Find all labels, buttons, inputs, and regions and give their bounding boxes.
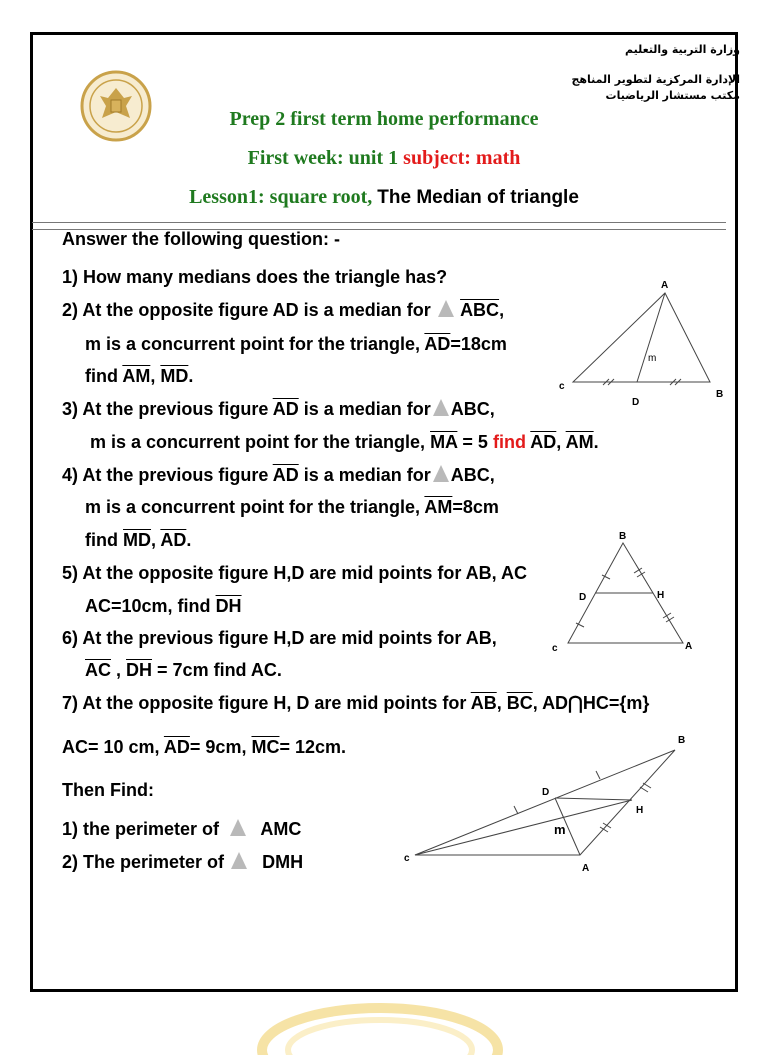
figure-1-triangle (555, 275, 730, 410)
q4-text: 4) At the previous figure (62, 465, 269, 485)
seg-am: $\overline{AM}$ (424, 497, 453, 517)
q3-find: find (492, 432, 526, 452)
question-2-line-3: find $\overline{AM}$, $\overline{MD}$. (85, 366, 194, 386)
then-find: Then Find: (62, 780, 154, 800)
seg-dh: $\overline{DH}$ (126, 660, 153, 680)
find-1 (62, 819, 301, 840)
seg-ad: $\overline{AD}$ (272, 465, 299, 485)
q2-find: find (85, 366, 118, 386)
triangle-icon (433, 399, 449, 416)
fig3-label-d: D (542, 787, 550, 798)
seg-ab: $\overline{AB}$ (470, 693, 497, 713)
ministry-name: وزارة التربية والتعليم (625, 43, 740, 56)
question-6-line-2: $\overline{AC}$ , $\overline{DH} = 7cm$ find AC. (85, 660, 282, 680)
question-4-line-3: find $\overline{MD}$, $\overline{AD}$. (85, 530, 192, 550)
f2-text: 2) The perimeter of (62, 852, 225, 872)
fig1-label-b: B (716, 389, 724, 400)
f1-triangle: AMC (260, 819, 302, 839)
triangle-icon (231, 852, 247, 869)
question-1: 1) How many medians does the triangle has? (62, 267, 448, 287)
seg-ad: $\overline{AD}$ (530, 432, 557, 452)
q3-text: 3) At the previous figure (62, 399, 269, 419)
page-title: Prep 2 first term home performance (229, 108, 539, 130)
seg-md: $\overline{MD}$ (123, 530, 152, 550)
seg-ad: $\overline{AD}$ (272, 399, 299, 419)
question-3-line-1: 3) At the previous figure $\overline{AD}$ is a median for ABC, (62, 399, 495, 419)
seg-bc: $\overline{BC}$ (506, 693, 533, 713)
seg-mc: $\overline{MC}$ (251, 737, 280, 757)
q2-text-2: m is a concurrent point for the triangle, (85, 334, 421, 354)
q7-intersection: AD⋂HC={m} (542, 693, 650, 713)
q5-text: AC=10cm, find (85, 596, 211, 616)
triangle-icon (230, 819, 246, 836)
department-name: الإدارة المركزية لتطوير المناهج (571, 73, 740, 86)
triangle-icon (438, 300, 454, 317)
q4-value: =8cm (452, 497, 499, 517)
fig3-label-m: m (554, 822, 566, 837)
fig3-label-a: A (582, 863, 590, 874)
question-5-line-2 (85, 596, 242, 617)
fig1-label-c: c (559, 381, 565, 392)
question-2-line-1: 2) At the opposite figure AD is a median for $\overline{ABC}$, (62, 300, 505, 320)
lesson-topic: The Median of triangle (377, 187, 579, 208)
lesson-label: Lesson1: square root, (189, 186, 373, 208)
q3-text-b: is a median for (303, 399, 431, 419)
seg-am: $\overline{AM}$ (122, 366, 151, 386)
q3-value: = 5 (462, 432, 488, 452)
fig2-label-d: D (579, 592, 587, 603)
question-7-line-1: 7) At the opposite figure H, D are mid points for $\overline{AB}$, $\overline{BC}$, AD⋂HC={m} (62, 693, 650, 713)
question-3-line-2: m is a concurrent point for the triangle, $\overline{MA} = 5$ find $\overline{AD}$, $\overline{AM}$. (90, 432, 599, 452)
seg-dh: $\overline{DH}$ (215, 596, 242, 616)
q3-text-2: m is a concurrent point for the triangle, (90, 432, 426, 452)
seg-ad: $\overline{AD}$ (424, 334, 451, 354)
fig2-label-b: B (619, 531, 627, 542)
seg-abc: ABC (450, 465, 490, 485)
question-6-line-1: 6) At the previous figure H,D are mid points for AB, (62, 628, 497, 648)
subject-label: subject: math (403, 147, 521, 169)
f2-triangle: DMH (262, 852, 304, 872)
lesson-line (0, 186, 768, 209)
office-name: مكتب مستشار الرياضيات (605, 89, 740, 102)
q4-text-2: m is a concurrent point for the triangle, (85, 497, 421, 517)
week-subject-line (0, 147, 768, 170)
question-5-line-1: 5) At the opposite figure H,D are mid points for AB, AC (62, 563, 528, 583)
question-4-line-2 (85, 497, 499, 518)
fig1-label-m: m (648, 353, 657, 364)
figure-3-triangle (400, 730, 720, 880)
triangle-icon (433, 465, 449, 482)
q7-ad-value: = 9cm, (189, 737, 247, 757)
find-2 (62, 852, 303, 873)
watermark-logo (250, 995, 510, 1055)
question-7-line-2 (62, 737, 346, 758)
fig2-label-h: H (657, 590, 665, 601)
seg-ad: $\overline{AD}$ (160, 530, 187, 550)
instructions: Answer the following question: - (62, 229, 340, 249)
question-2-line-2 (85, 334, 507, 355)
f1-text: 1) the perimeter of (62, 819, 220, 839)
fig3-label-c: c (404, 853, 410, 864)
q2-value: =18cm (450, 334, 507, 354)
question-4-line-1: 4) At the previous figure $\overline{AD}$ is a median for ABC, (62, 465, 495, 485)
seg-md: $\overline{MD}$ (160, 366, 189, 386)
eagle-seal-icon (80, 70, 152, 142)
q4-find: find (85, 530, 118, 550)
q7-mc-value: = 12cm. (279, 737, 347, 757)
q6-text: = 7cm find AC. (157, 660, 282, 680)
fig2-label-a: A (685, 641, 693, 652)
seg-ad: $\overline{AD}$ (163, 737, 190, 757)
figure-2-triangle (548, 528, 708, 658)
fig1-label-a: A (661, 280, 669, 291)
seg-abc: ABC (450, 399, 490, 419)
fig3-label-h: H (636, 805, 644, 816)
seg-ac: $\overline{AC}$ (85, 660, 111, 680)
fig2-label-c: c (552, 643, 558, 654)
q2-text: 2) At the opposite figure AD is a median for (62, 300, 431, 320)
fig3-label-b: B (678, 735, 686, 746)
q4-text-b: is a median for (303, 465, 431, 485)
week-label: First week: unit 1 (247, 147, 399, 169)
seg-abc: $\overline{ABC}$ (460, 300, 500, 320)
seg-ma: $\overline{MA}$ (430, 432, 458, 452)
divider-top (32, 222, 726, 223)
q7-text: 7) At the opposite figure H, D are mid points for (62, 693, 467, 713)
q7-ac: AC= 10 cm, (62, 737, 160, 757)
seg-am: $\overline{AM}$ (565, 432, 594, 452)
fig1-label-d: D (632, 397, 640, 408)
